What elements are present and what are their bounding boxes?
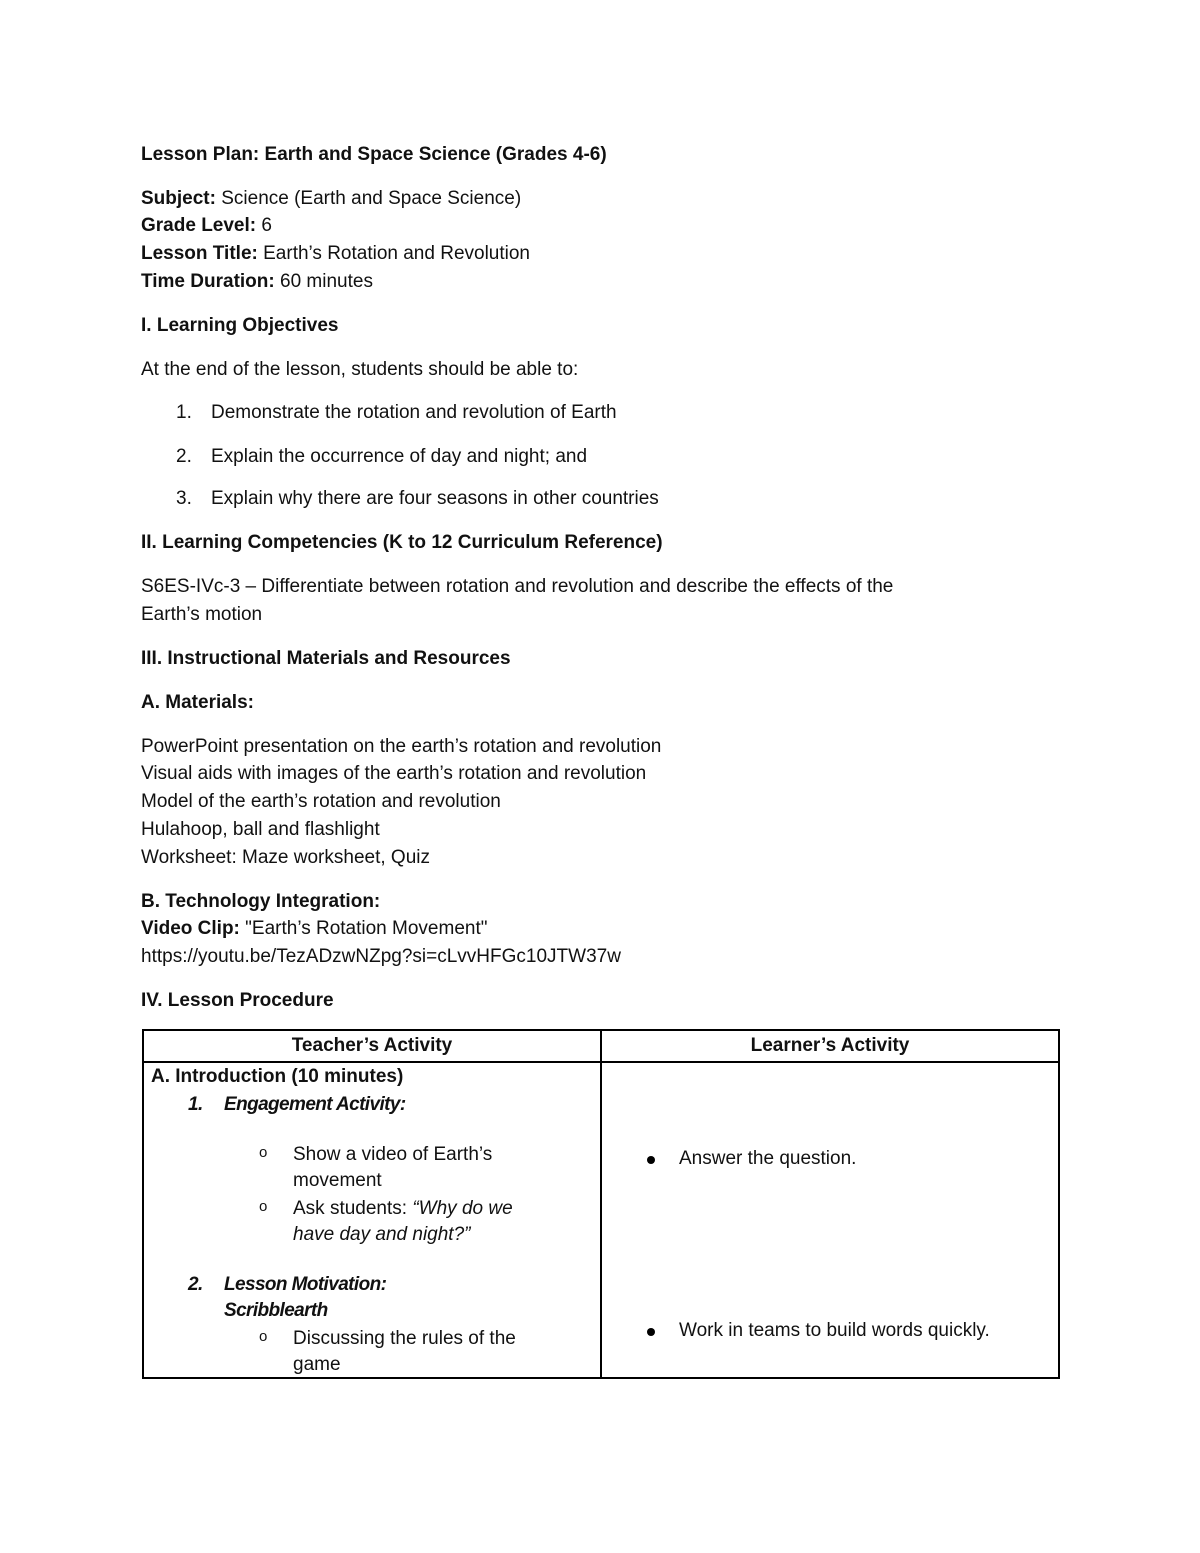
lesson-title-label: Lesson Title: — [141, 243, 258, 264]
objective-text: Explain the occurrence of day and night; and — [211, 446, 588, 467]
objective-text: Explain why there are four seasons in other countries — [211, 488, 659, 509]
duration-value: 60 minutes — [280, 271, 373, 292]
table-row — [143, 1062, 1059, 1378]
step-2-title-line-1: Lesson Motivation: — [224, 1274, 387, 1295]
subject-value: Science (Earth and Space Science) — [221, 188, 522, 209]
introduction-heading: A. Introduction (10 minutes) — [151, 1066, 404, 1087]
duration-label: Time Duration: — [141, 271, 275, 292]
video-title: "Earth’s Rotation Movement" — [245, 918, 488, 939]
learner-activity-cell — [601, 1062, 1059, 1378]
material-item: PowerPoint presentation on the earth’s rotation and revolution — [141, 736, 662, 757]
video-url-link[interactable]: https://youtu.be/TezADzwNZpg?si=cLvvHFGc10JTW37w — [141, 946, 621, 967]
step-1-bullet-1-line-2: movement — [293, 1170, 382, 1191]
document-title: Lesson Plan: Earth and Space Science (Grades 4-6) — [141, 144, 607, 165]
circle-bullet-icon: o — [259, 1144, 268, 1161]
procedure-table — [142, 1029, 1060, 1379]
table-header-row — [143, 1030, 1059, 1062]
competencies-heading: II. Learning Competencies (K to 12 Curriculum Reference) — [141, 532, 663, 553]
subject-label: Subject: — [141, 188, 216, 209]
grade-value: 6 — [261, 215, 272, 236]
competency-line-2: Earth’s motion — [141, 604, 263, 625]
material-item: Visual aids with images of the earth’s rotation and revolution — [141, 763, 647, 784]
objectives-heading: I. Learning Objectives — [141, 315, 339, 336]
procedure-heading: IV. Lesson Procedure — [141, 990, 334, 1011]
bullet-dot-icon — [647, 1328, 655, 1336]
competency-line-1: S6ES-IVc-3 – Differentiate between rotation and revolution and describe the effects of the — [141, 576, 894, 597]
bullet-dot-icon — [647, 1156, 655, 1164]
lesson-title-line — [141, 243, 530, 265]
step-2-title-line-2: Scribblearth — [224, 1300, 328, 1321]
question-text-2: have day and night?” — [293, 1224, 471, 1245]
learner-activity-1: Answer the question. — [679, 1148, 857, 1169]
teacher-column-header: Teacher’s Activity — [143, 1030, 601, 1062]
grade-line — [141, 215, 272, 237]
lesson-title-value: Earth’s Rotation and Revolution — [263, 243, 530, 264]
objective-number: 2. — [176, 446, 192, 467]
learner-activity-2: Work in teams to build words quickly. — [679, 1320, 990, 1341]
objective-text: Demonstrate the rotation and revolution of Earth — [211, 402, 617, 423]
step-2-number: 2. — [188, 1274, 203, 1295]
technology-heading: B. Technology Integration: — [141, 891, 381, 912]
objective-number: 1. — [176, 402, 192, 423]
materials-heading: III. Instructional Materials and Resources — [141, 648, 511, 669]
step-1-title: Engagement Activity: — [224, 1094, 406, 1115]
learner-column-header: Learner’s Activity — [601, 1030, 1059, 1062]
objectives-intro: At the end of the lesson, students should be able to: — [141, 359, 579, 380]
subject-line — [141, 188, 521, 210]
material-item: Worksheet: Maze worksheet, Quiz — [141, 847, 430, 868]
step-2-bullet-1-line-2: game — [293, 1354, 341, 1375]
video-label: Video Clip: — [141, 918, 240, 939]
video-line — [141, 918, 487, 940]
duration-line — [141, 271, 373, 293]
circle-bullet-icon: o — [259, 1328, 268, 1345]
materials-subheading: A. Materials: — [141, 692, 254, 713]
teacher-activity-cell — [143, 1062, 601, 1378]
grade-label: Grade Level: — [141, 215, 257, 236]
step-1-number: 1. — [188, 1094, 203, 1115]
question-prefix: Ask students: — [293, 1198, 413, 1219]
step-2-bullet-1-line-1: Discussing the rules of the — [293, 1328, 516, 1349]
material-item: Model of the earth’s rotation and revolution — [141, 791, 501, 812]
material-item: Hulahoop, ball and flashlight — [141, 819, 380, 840]
step-1-bullet-2-line-1 — [293, 1196, 513, 1222]
objective-number: 3. — [176, 488, 192, 509]
step-1-bullet-1-line-1: Show a video of Earth’s — [293, 1144, 493, 1165]
question-text-1: “Why do we — [412, 1198, 513, 1219]
circle-bullet-icon: o — [259, 1198, 268, 1215]
